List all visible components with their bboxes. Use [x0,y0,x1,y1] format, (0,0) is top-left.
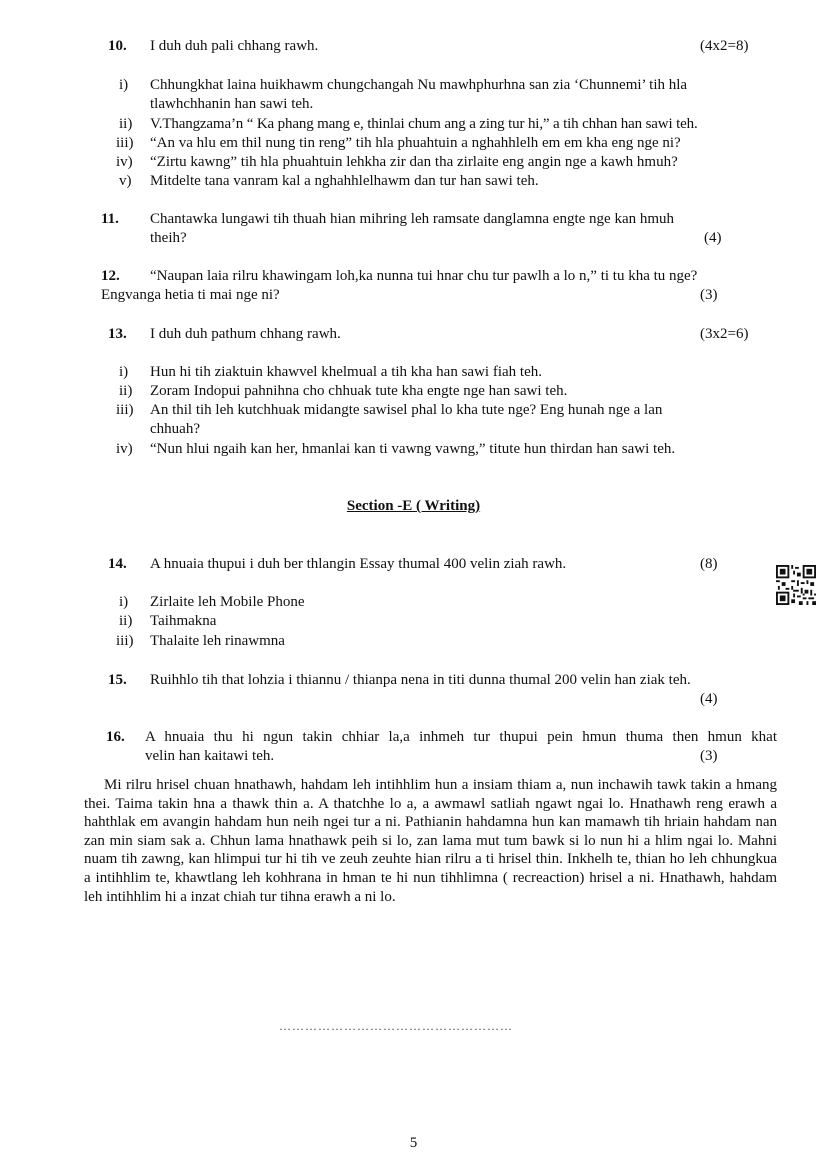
q13-item-label: iv) [116,441,133,457]
question-11-number: 11. [101,211,119,227]
question-15-marks: (4) [700,691,718,707]
question-16-text: A hnuaia thu hi ngun takin chhiar la,a inhmeh tur thupui pein hmun thuma then hmun khat [145,729,777,745]
question-10-number: 10. [108,38,127,54]
page-number: 5 [409,1135,418,1151]
q10-item-text: “An va hlu em thil nung tin reng” tih hla phuahtuin a nghahhlelh em em kha eng nge ni? [150,135,681,151]
question-13-number: 13. [108,326,127,342]
question-15-text: Ruihhlo tih that lohzia i thiannu / thianpa nena in titi dunna thumal 200 velin han ziak teh. [150,672,691,688]
qr-code-icon [776,565,816,605]
question-14-text: A hnuaia thupui i duh ber thlangin Essay thumal 400 velin ziah rawh. [150,556,567,572]
q13-item-text: Hun hi tih ziaktuin khawvel khelmual a tih kha han sawi fiah teh. [150,364,542,380]
question-16-text: velin han kaitawi teh. [145,748,275,764]
q10-item-text: “Zirtu kawng” tih hla phuahtuin lehkha zir dan tha zirlaite eng angin nge a kawh hmuh? [150,154,678,170]
q10-item-text: V.Thangzama’n “ Ka phang mang e, thinlai chum ang a zing tur hi,” a tih chhan han sawi teh. [150,116,698,132]
q14-topic-text: Zirlaite leh Mobile Phone [150,594,305,610]
q13-item-text: An thil tih leh kutchhuak midangte sawisel phal lo kha tute nge? Eng hunah nge a lan [150,402,663,418]
q13-item-text: “Nun hlui ngaih kan her, hmanlai kan ti vawng vawng,” titute hun thirdan han sawi teh. [150,441,676,457]
question-12-number: 12. [101,268,120,284]
question-15-number: 15. [108,672,127,688]
question-10-marks: (4x2=8) [700,38,749,54]
question-16-marks: (3) [700,748,718,764]
q10-item-label: v) [119,173,132,189]
question-11-marks: (4) [704,230,722,246]
section-e-heading: Section -E ( Writing) [346,498,481,514]
q13-item-text: chhuah? [150,421,200,437]
q10-item-label: iv) [116,154,133,170]
q10-item-label: ii) [119,116,133,132]
q14-topic-label: iii) [116,633,134,649]
q14-topic-label: i) [119,594,129,610]
question-11-text: theih? [150,230,187,246]
q14-topic-text: Thalaite leh rinawmna [150,633,285,649]
q10-item-label: i) [119,77,129,93]
question-13-text: I duh duh pathum chhang rawh. [150,326,341,342]
question-14-number: 14. [108,556,127,572]
end-of-paper-dots: ……………………………………………… [279,1019,513,1033]
q10-item-text: Chhungkhat laina huikhawm chungchangah Nu mawhphurhna san zia ‘Chunnemi’ tih hla [150,77,688,93]
question-12-marks: (3) [700,287,718,303]
question-11-text: Chantawka lungawi tih thuah hian mihring leh ramsate danglamna engte nge kan hmuh [150,211,675,227]
q13-item-label: i) [119,364,129,380]
q10-item-text: Mitdelte tana vanram kal a nghahhlelhawm dan tur han sawi teh. [150,173,539,189]
reading-passage: Mi rilru hrisel chuan hnathawh, hahdam leh intihhlim hun a insiam thiam a, nun inchawih tawk takin a hmang thei. Taima takin hna a thawk thin a. A thatchhe lo a, a awmawl satliah ngawt ngai lo. Hnathawh reng erawh a hahthlak em avangin hahdam hun neih ngei tur a ni. Pathianin hahdamna hun kan mamawh tih hriain hahdam nan zan min siam sak a. Chhun lama hnathawk peih si lo, zan lama mut tum bawk si lo nun hi a hlim ngai lo. Mahni nuam tih zawng, kan hlimpui tur hi tih ve zeuh zeuhte hian rilru a ti hrisel thin. Inkhelh te, thian ho leh chhungkua a intihhlim te, khawtlang leh kohhrana in hman te hi nun tihhlimna ( recreaction) hrisel a ni. Hnathawh, hahdam leh intihhlim hi a inzat chiah tur tihna erawh a ni lo. [84,777,777,905]
q13-item-label: iii) [116,402,134,418]
q14-topic-text: Taihmakna [150,613,217,629]
q13-item-label: ii) [119,383,133,399]
q10-item-label: iii) [116,135,134,151]
q10-item-text: tlawhchhanin han sawi teh. [150,96,314,112]
question-13-marks: (3x2=6) [700,326,749,342]
question-12-text: “Naupan laia rilru khawingam loh,ka nunna tui hnar chu tur pawlh a lo n,” ti tu kha tu nge? [150,268,698,284]
q14-topic-label: ii) [119,613,133,629]
question-14-marks: (8) [700,556,718,572]
question-12-text: Engvanga hetia ti mai nge ni? [101,287,280,303]
q13-item-text: Zoram Indopui pahnihna cho chhuak tute kha engte nge han sawi teh. [150,383,568,399]
question-10-text: I duh duh pali chhang rawh. [150,38,319,54]
question-16-number: 16. [106,729,125,745]
